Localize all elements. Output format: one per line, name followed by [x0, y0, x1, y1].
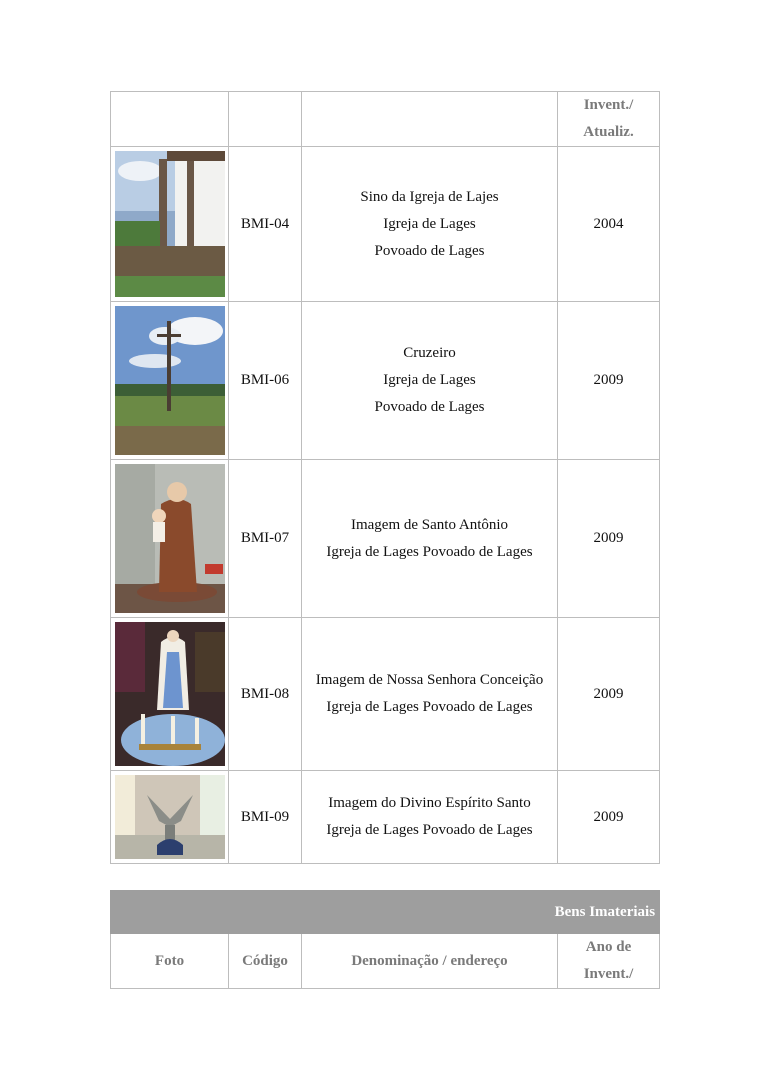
photo-our-lady-statue-icon — [115, 622, 225, 766]
year-cell: 2009 — [558, 302, 660, 460]
name-cell — [302, 302, 558, 460]
name-cell — [302, 618, 558, 771]
header-cell-year — [558, 92, 660, 147]
header-cell-name — [302, 92, 558, 147]
header-cell-photo: Foto — [111, 934, 229, 989]
header-year-line2: Atualiz. — [583, 124, 634, 140]
section-title: Bens Imateriais — [111, 891, 660, 934]
photo-cell — [111, 302, 229, 460]
name-line: Igreja de Lages Povoado de Lages — [326, 699, 533, 715]
name-line: Igreja de Lages — [383, 372, 476, 388]
table-row — [111, 302, 660, 460]
bens-imateriais-table — [110, 890, 660, 989]
code-cell: BMI-08 — [229, 618, 302, 771]
table-row — [111, 147, 660, 302]
name-line: Povoado de Lages — [374, 242, 485, 259]
name-cell — [302, 771, 558, 864]
table-row — [111, 618, 660, 771]
code-cell: BMI-07 — [229, 460, 302, 618]
photo-bell-tower-icon — [115, 151, 225, 297]
year-cell: 2009 — [558, 460, 660, 618]
code-cell: BMI-06 — [229, 302, 302, 460]
name-line: Imagem de Santo Antônio — [350, 516, 509, 533]
year-cell: 2009 — [558, 618, 660, 771]
header-year-line1: Ano de — [585, 939, 632, 955]
header-cell-name: Denominação / endereço — [302, 934, 558, 989]
photo-cell — [111, 460, 229, 618]
name-line: Sino da Igreja de Lajes — [360, 188, 499, 205]
photo-saint-anthony-statue-icon — [115, 464, 225, 613]
name-cell — [302, 147, 558, 302]
photo-wooden-cross-icon — [115, 306, 225, 455]
name-line: Cruzeiro — [403, 345, 456, 361]
name-line: Povoado de Lages — [374, 399, 485, 415]
name-line: Imagem do Divino Espírito Santo — [328, 795, 531, 811]
header-cell-code: Código — [229, 934, 302, 989]
table-row — [111, 460, 660, 618]
table-header-row — [111, 934, 660, 989]
table-header-row — [111, 92, 660, 147]
header-year-line2: Invent./ — [583, 966, 634, 982]
name-cell — [302, 460, 558, 618]
code-cell: BMI-09 — [229, 771, 302, 864]
header-cell-code — [229, 92, 302, 147]
code-cell: BMI-04 — [229, 147, 302, 302]
header-cell-photo — [111, 92, 229, 147]
header-cell-year — [558, 934, 660, 989]
photo-cell — [111, 771, 229, 864]
name-line: Igreja de Lages Povoado de Lages — [326, 543, 533, 560]
section-title-row — [111, 891, 660, 934]
name-line: Igreja de Lages — [383, 215, 476, 232]
year-cell: 2004 — [558, 147, 660, 302]
inventory-table — [110, 91, 660, 864]
header-year-line1: Invent./ — [583, 97, 634, 113]
photo-holy-spirit-dove-icon — [115, 775, 225, 859]
photo-cell — [111, 147, 229, 302]
photo-cell — [111, 618, 229, 771]
name-line: Igreja de Lages Povoado de Lages — [326, 822, 533, 838]
year-cell: 2009 — [558, 771, 660, 864]
name-line: Imagem de Nossa Senhora Conceição — [315, 672, 544, 688]
table-row — [111, 771, 660, 864]
